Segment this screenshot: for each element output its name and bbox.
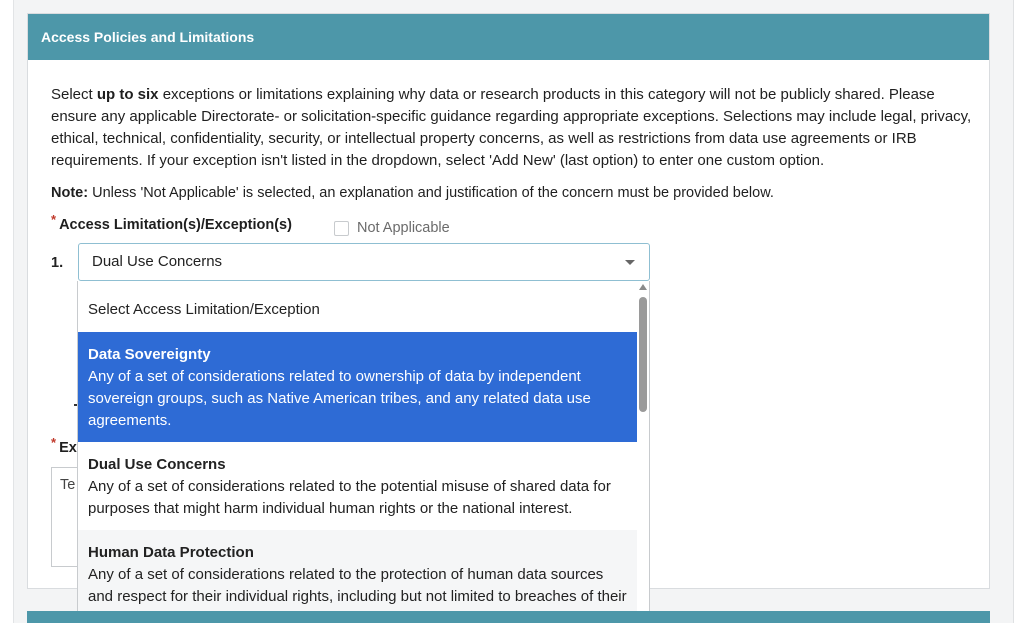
left-page-gutter [0, 0, 14, 623]
explanation-label [51, 435, 77, 456]
intro-text-rest: exceptions or limitations explaining why data or research products in this category will not be publicly shared. Please ensure any applicable Directorate- or solicitation-specific guidance regarding appropriate exceptions. Selections may include legal, privacy, ethical, technical, confidentiality, security, or intellectual property concerns, as well as restrictions from data use agreements or IRB requirements. If your exception isn't listed in the dropdown, select 'Add New' (last option) to enter one custom option. [51, 86, 972, 169]
dropdown-option-data-sovereignty[interactable] [78, 332, 637, 442]
access-limitation-label [51, 212, 292, 233]
not-applicable-label: Not Applicable [357, 220, 450, 236]
dropdown-scrollbar[interactable] [637, 281, 649, 623]
chevron-down-icon[interactable] [625, 260, 635, 265]
option-title: Human Data Protection [88, 544, 254, 561]
dropdown-options-list [78, 281, 637, 623]
selected-value: Dual Use Concerns [92, 253, 223, 270]
explanation-text: Te [60, 477, 76, 493]
required-asterisk: * [51, 212, 57, 227]
option-description: Any of a set of considerations related to the protection of human data sources and respect for their individual rights, including but not limited to breaches of their [88, 566, 627, 605]
note-text: Unless 'Not Applicable' is selected, an explanation and justification of the concern must be provided below. [88, 185, 774, 201]
intro-paragraph [51, 84, 976, 172]
option-title: Dual Use Concerns [88, 456, 226, 473]
page-scrollbar[interactable] [1013, 0, 1023, 623]
scroll-up-arrow-icon[interactable] [639, 284, 647, 290]
intro-text-emphasis: up to six [96, 86, 159, 103]
note-paragraph [51, 185, 774, 201]
option-title: Data Sovereignty [88, 346, 211, 363]
checkbox-icon[interactable] [334, 221, 349, 236]
intro-text-start: Select [51, 86, 97, 103]
option-description: Any of a set of considerations related to the potential misuse of shared data for purposes that might harm individual human rights or the national interest. [88, 478, 611, 517]
note-label: Note: [51, 185, 89, 201]
required-asterisk: * [51, 435, 57, 450]
next-section-header [27, 611, 990, 623]
row-number: 1. [51, 255, 64, 271]
option-description: Any of a set of considerations related to ownership of data by independent sovereign groups, such as Native American tribes, and any related data use agreements. [88, 368, 591, 429]
panel-header: Access Policies and Limitations [28, 14, 989, 60]
dropdown-option-placeholder[interactable]: Select Access Limitation/Exception [88, 301, 320, 318]
access-limitation-dropdown[interactable] [77, 281, 650, 623]
access-limitation-select[interactable] [78, 243, 650, 281]
access-limitation-label-text: Access Limitation(s)/Exception(s) [59, 217, 292, 233]
dropdown-option-human-data-protection[interactable] [78, 530, 637, 623]
dropdown-option-dual-use-concerns[interactable] [78, 442, 637, 530]
explanation-label-text: Ex [59, 440, 77, 456]
not-applicable-checkbox[interactable] [334, 220, 450, 236]
scrollbar-thumb[interactable] [639, 297, 647, 412]
